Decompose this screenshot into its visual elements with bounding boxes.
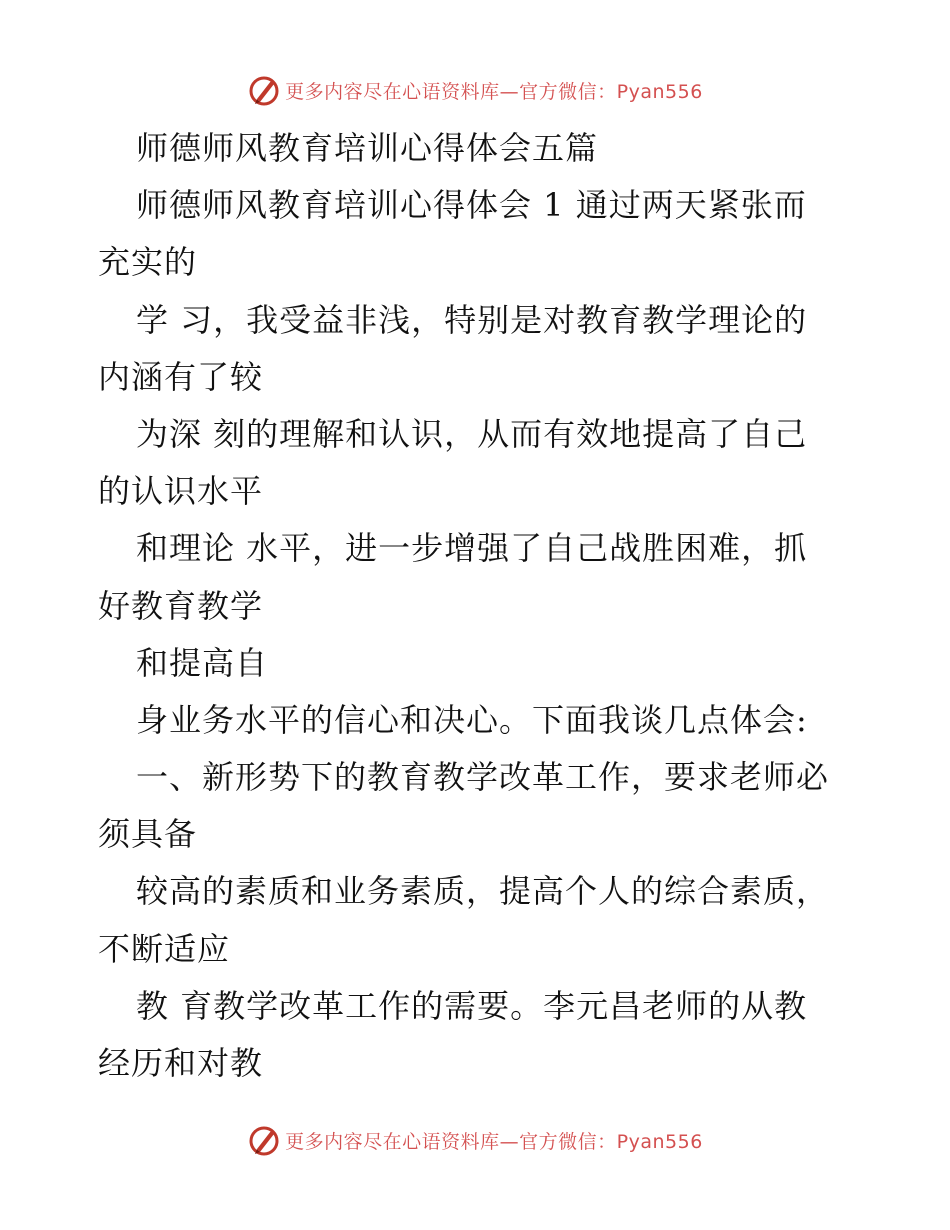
document-body	[98, 120, 838, 1092]
pen-logo-icon	[247, 1123, 281, 1157]
pen-logo-icon	[247, 73, 281, 107]
header-watermark-banner	[0, 70, 950, 110]
paragraph-line: 须具备	[98, 815, 198, 854]
paragraph-line: 的认识水平	[98, 472, 264, 511]
paragraph-line: 充实的	[98, 243, 198, 282]
paragraph-line: 和理论 水平，进一步增强了自己战胜困难，抓	[136, 529, 808, 568]
paragraph-line: 较高的素质和业务素质，提高个人的综合素质，	[136, 872, 830, 911]
paragraph-line: 为深 刻的理解和认识，从而有效地提高了自己	[136, 414, 808, 453]
paragraph-line: 和提高自	[136, 643, 269, 682]
banner-text: 更多内容尽在心语资料库—官方微信：Pyan556	[285, 1130, 703, 1153]
paragraph-line: 好教育教学	[98, 586, 264, 625]
paragraph-line: 一、新形势下的教育教学改革工作，要求老师必	[136, 758, 830, 797]
footer-watermark-banner	[0, 1120, 950, 1160]
banner-text: 更多内容尽在心语资料库—官方微信：Pyan556	[285, 80, 703, 103]
paragraph-line: 师德师风教育培训心得体会 1 通过两天紧张而	[136, 186, 807, 225]
paragraph-line: 不断适应	[98, 929, 231, 968]
paragraph-line: 内涵有了较	[98, 357, 264, 396]
document-title: 师德师风教育培训心得体会五篇	[136, 129, 599, 167]
paragraph-line: 教 育教学改革工作的需要。李元昌老师的从教	[136, 986, 808, 1025]
paragraph-line: 身业务水平的信心和决心。下面我谈几点体会:	[136, 700, 808, 739]
paragraph-line: 学 习，我受益非浅，特别是对教育教学理论的	[136, 300, 808, 339]
paragraph-line: 经历和对教	[98, 1044, 264, 1082]
